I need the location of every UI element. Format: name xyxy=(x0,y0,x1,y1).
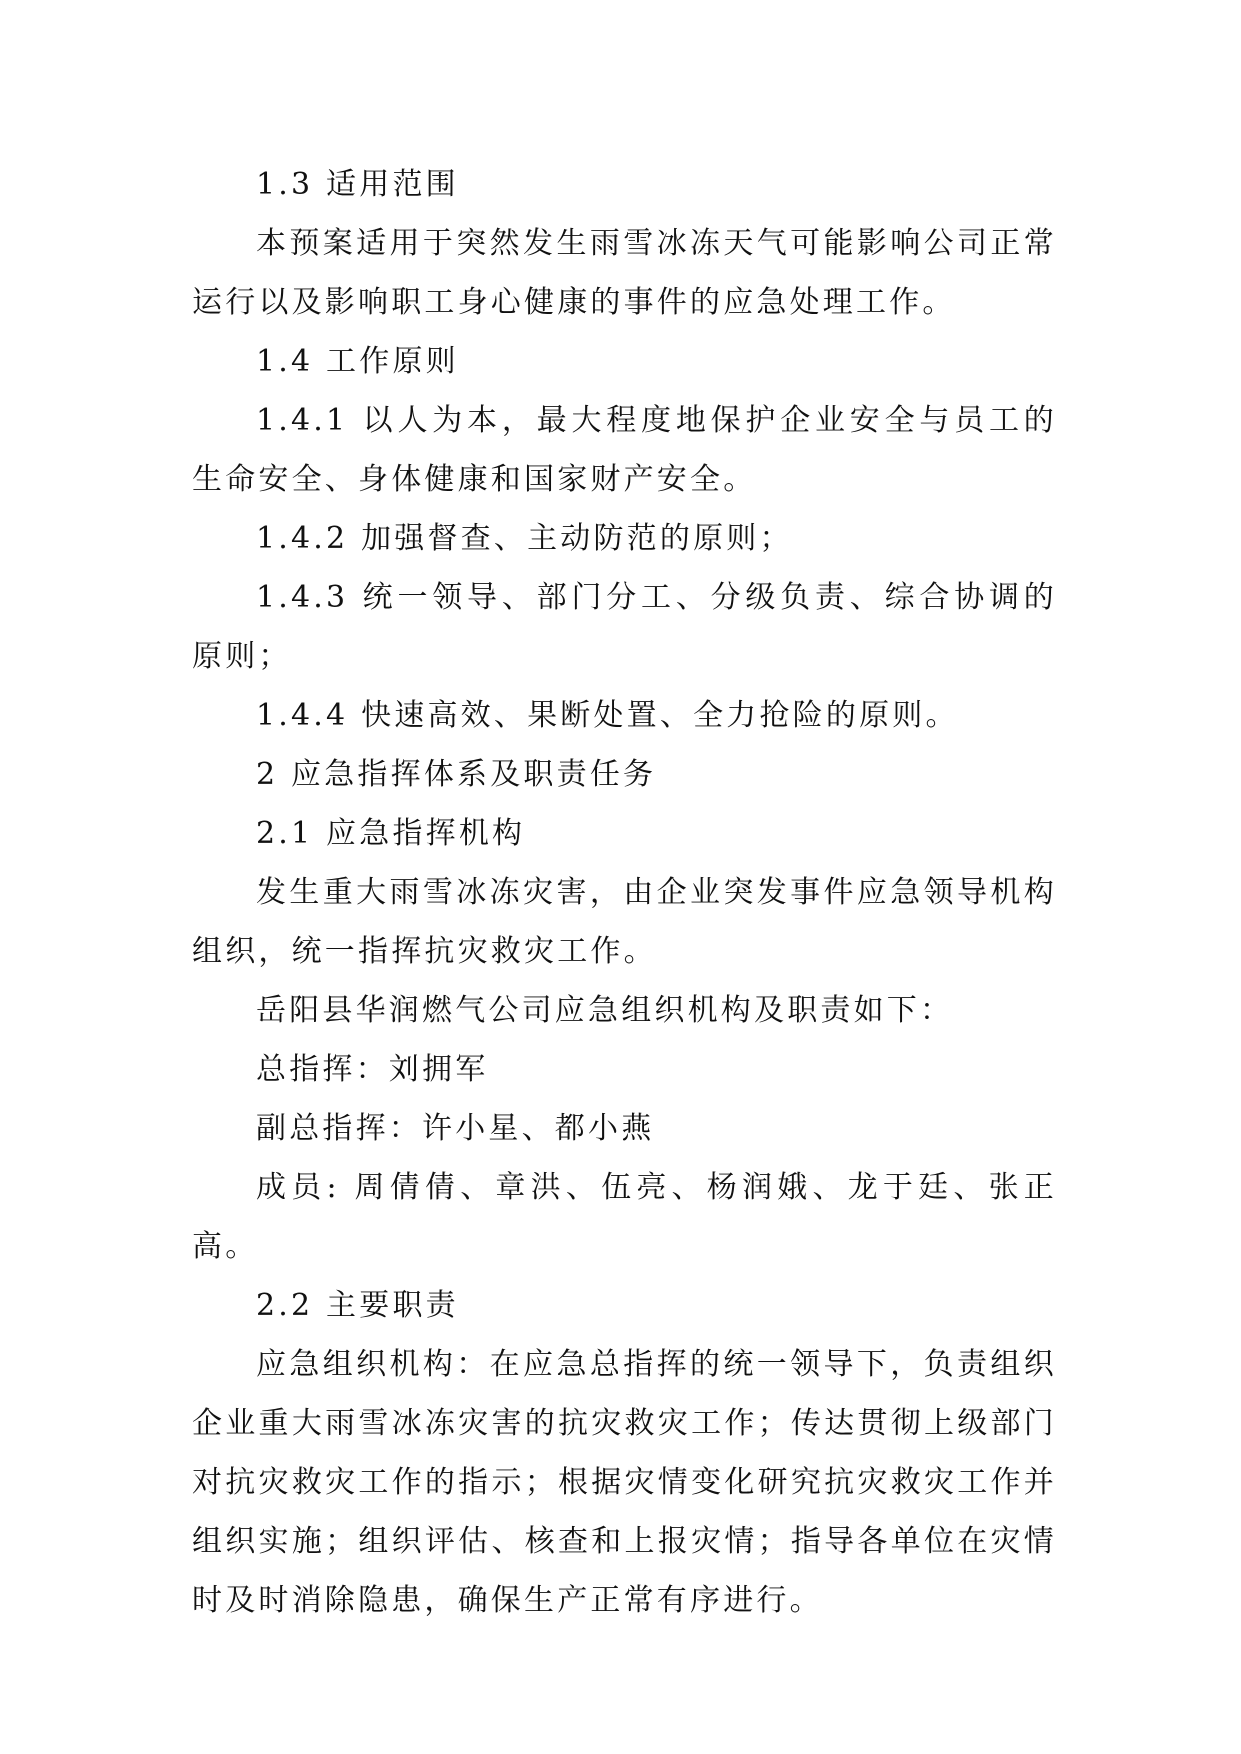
paragraph-scope: 本预案适用于突然发生雨雪冰冻天气可能影响公司正常运行以及影响职工身心健康的事件的应急处理工作。 xyxy=(192,226,1057,320)
paragraph-principle-1-4-3: 1.4.3 统一领导、部门分工、分级负责、综合协调的原则； xyxy=(192,580,1057,674)
section-heading-1-4: 1.4 工作原则 xyxy=(256,344,459,379)
paragraph-principle-1-4-2: 1.4.2 加强督查、主动防范的原则； xyxy=(256,521,793,556)
section-heading-2: 2 应急指挥体系及职责任务 xyxy=(256,757,657,792)
paragraph-deputy-commanders: 副总指挥：许小星、都小燕 xyxy=(256,1111,655,1146)
paragraph-organization-intro: 岳阳县华润燃气公司应急组织机构及职责如下： xyxy=(256,993,954,1028)
section-heading-2-2: 2.2 主要职责 xyxy=(256,1288,459,1323)
paragraph-command-organization: 发生重大雨雪冰冻灾害，由企业突发事件应急领导机构组织，统一指挥抗灾救灾工作。 xyxy=(192,875,1057,969)
paragraph-chief-commander: 总指挥：刘拥军 xyxy=(256,1052,489,1087)
paragraph-principle-1-4-1: 1.4.1 以人为本，最大程度地保护企业安全与员工的生命安全、身体健康和国家财产安全。 xyxy=(192,403,1057,497)
section-heading-1-3: 1.3 适用范围 xyxy=(256,167,459,202)
paragraph-main-duties: 应急组织机构：在应急总指挥的统一领导下，负责组织企业重大雨雪冰冻灾害的抗灾救灾工作；传达贯彻上级部门对抗灾救灾工作的指示；根据灾情变化研究抗灾救灾工作并组织实施；组织评估、核查和上报灾情；指导各单位在灾情时及时消除隐患，确保生产正常有序进行。 xyxy=(192,1347,1057,1618)
paragraph-principle-1-4-4: 1.4.4 快速高效、果断处置、全力抢险的原则。 xyxy=(256,698,959,733)
document-body xyxy=(192,155,1057,1630)
section-heading-2-1: 2.1 应急指挥机构 xyxy=(256,816,526,851)
paragraph-members: 成员: 周倩倩、章洪、伍亮、杨润娥、龙于廷、张正高。 xyxy=(192,1170,1057,1264)
